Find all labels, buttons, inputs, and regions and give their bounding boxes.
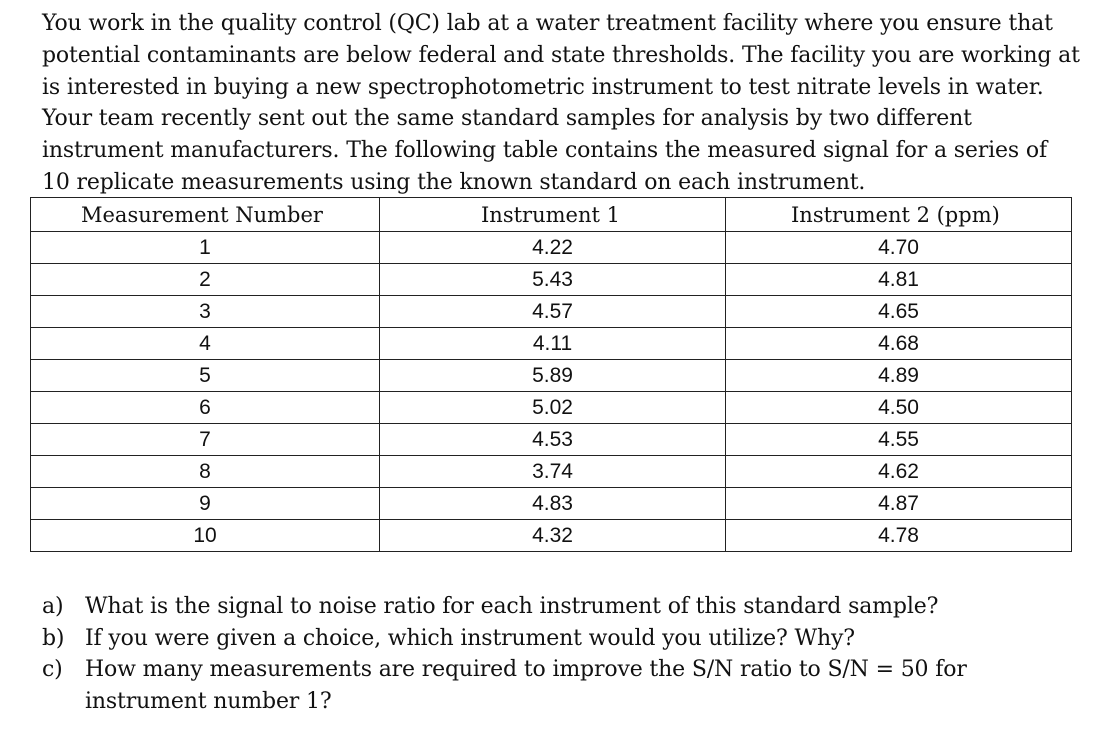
table-row bbox=[31, 520, 1072, 552]
measurement-number-cell: 1 bbox=[31, 232, 380, 264]
instrument-2-cell: 4.89 bbox=[726, 360, 1072, 392]
measurement-number-cell: 6 bbox=[31, 392, 380, 424]
measurement-number-cell: 7 bbox=[31, 424, 380, 456]
question-c bbox=[42, 654, 1082, 717]
instrument-2-cell: 4.65 bbox=[726, 296, 1072, 328]
header-instrument-1: Instrument 1 bbox=[380, 198, 726, 232]
question-marker: a) bbox=[42, 594, 64, 619]
intro-line: You work in the quality control (QC) lab at a water treatment facility where you ensure that bbox=[42, 11, 1053, 36]
instrument-2-cell: 4.87 bbox=[726, 488, 1072, 520]
header-measurement-number: Measurement Number bbox=[31, 198, 380, 232]
intro-line: is interested in buying a new spectrophotometric instrument to test nitrate levels in water. bbox=[42, 74, 1044, 100]
instrument-1-cell: 5.02 bbox=[380, 392, 726, 424]
question-text: If you were given a choice, which instrument would you utilize? Why? bbox=[85, 625, 855, 651]
table-row bbox=[31, 456, 1072, 488]
table-row bbox=[31, 232, 1072, 264]
instrument-2-cell: 4.70 bbox=[726, 232, 1072, 264]
instrument-1-cell: 4.11 bbox=[380, 328, 726, 360]
instrument-2-cell: 4.68 bbox=[726, 328, 1072, 360]
table-row bbox=[31, 264, 1072, 296]
instrument-1-cell: 5.43 bbox=[380, 264, 726, 296]
instrument-2-cell: 4.78 bbox=[726, 520, 1072, 552]
instrument-1-cell: 4.57 bbox=[380, 296, 726, 328]
table-row bbox=[31, 488, 1072, 520]
question-marker: b) bbox=[42, 625, 65, 651]
instrument-2-cell: 4.50 bbox=[726, 392, 1072, 424]
table-row bbox=[31, 392, 1072, 424]
table-row bbox=[31, 424, 1072, 456]
problem-intro bbox=[42, 8, 1082, 199]
table-row bbox=[31, 296, 1072, 328]
question-marker: c) bbox=[42, 657, 63, 682]
measurement-number-cell: 8 bbox=[31, 456, 380, 488]
measurement-number-cell: 3 bbox=[31, 296, 380, 328]
question-text-continued: instrument number 1? bbox=[85, 688, 332, 714]
instrument-1-cell: 4.22 bbox=[380, 232, 726, 264]
question-text: How many measurements are required to improve the S/N ratio to S/N = 50 for bbox=[85, 657, 967, 682]
intro-line: 10 replicate measurements using the known standard on each instrument. bbox=[42, 169, 866, 195]
instrument-2-cell: 4.55 bbox=[726, 424, 1072, 456]
instrument-2-cell: 4.81 bbox=[726, 264, 1072, 296]
instrument-1-cell: 4.32 bbox=[380, 520, 726, 552]
instrument-1-cell: 4.83 bbox=[380, 488, 726, 520]
instrument-1-cell: 3.74 bbox=[380, 456, 726, 488]
measurement-number-cell: 2 bbox=[31, 264, 380, 296]
question-a bbox=[42, 591, 1082, 623]
intro-line: potential contaminants are below federal and state thresholds. The facility you are working at bbox=[42, 42, 1080, 68]
measurement-table bbox=[30, 197, 1072, 552]
header-instrument-2: Instrument 2 (ppm) bbox=[726, 198, 1072, 232]
instrument-1-cell: 5.89 bbox=[380, 360, 726, 392]
instrument-1-cell: 4.53 bbox=[380, 424, 726, 456]
question-text: What is the signal to noise ratio for each instrument of this standard sample? bbox=[85, 594, 939, 619]
measurement-number-cell: 9 bbox=[31, 488, 380, 520]
table-header-row bbox=[31, 198, 1072, 232]
table-row bbox=[31, 360, 1072, 392]
question-b bbox=[42, 623, 1082, 655]
intro-line: instrument manufacturers. The following table contains the measured signal for a series of bbox=[42, 138, 1047, 164]
question-list bbox=[42, 591, 1082, 717]
intro-line: Your team recently sent out the same standard samples for analysis by two different bbox=[42, 106, 972, 132]
measurement-number-cell: 10 bbox=[31, 520, 380, 552]
instrument-2-cell: 4.62 bbox=[726, 456, 1072, 488]
measurement-number-cell: 5 bbox=[31, 360, 380, 392]
measurement-number-cell: 4 bbox=[31, 328, 380, 360]
table-row bbox=[31, 328, 1072, 360]
